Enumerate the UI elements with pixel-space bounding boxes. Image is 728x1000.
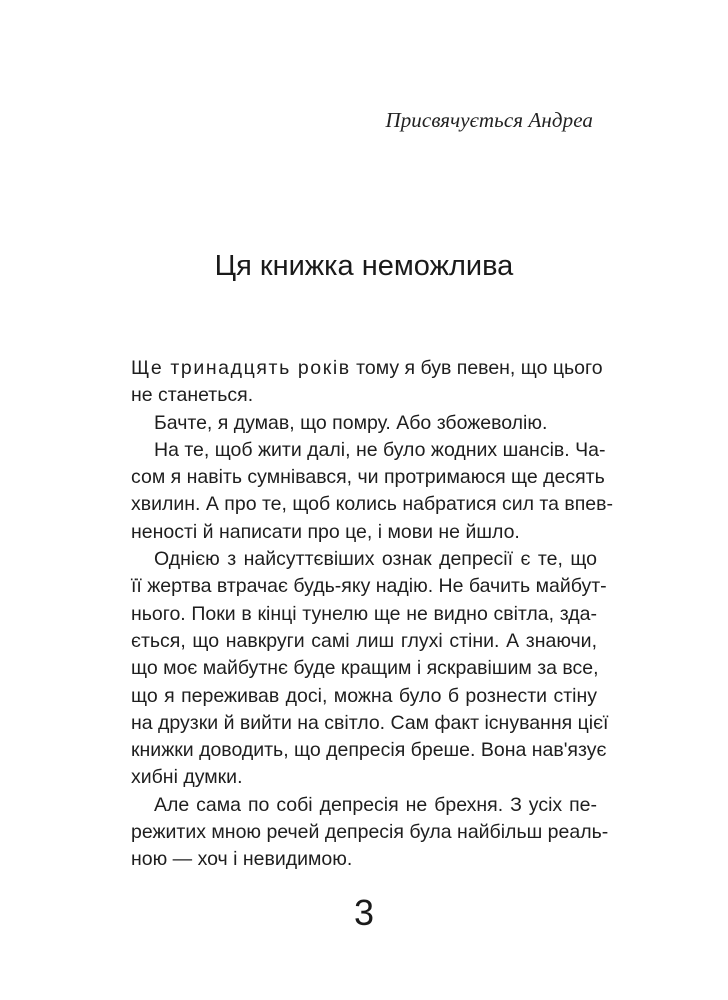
text-line: не станеться. (131, 384, 254, 407)
chapter-title: Ця книжка неможлива (214, 250, 514, 282)
paragraph (131, 792, 609, 874)
text-line: неності й написати про це, і мови не йшло. (131, 520, 520, 543)
page-number: 3 (353, 892, 375, 933)
lead-in-text: Ще тринадцять років (131, 357, 351, 379)
chapter-body (131, 355, 614, 874)
line-text: тому я був певен, що цього (350, 357, 603, 379)
text-line: ється, що навкруги самі лиш глухі стіни. А знаючи, (131, 629, 597, 652)
paragraph (131, 355, 603, 410)
dedication: Присвячується Андреа (385, 108, 593, 132)
paragraph (131, 437, 614, 546)
text-line: хибні думки. (131, 766, 243, 789)
text-line: нього. Поки в кінці тунелю ще не видно світла, зда- (131, 602, 597, 625)
text-line: що я переживав досі, можна було б рознести стіну (131, 684, 597, 707)
text-line: На те, щоб жити далі, не було жодних шансів. Ча- (154, 438, 606, 461)
text-line: Однією з найсуттєвіших ознак депресії є те, що (154, 548, 597, 571)
text-line: ною — хоч і невидимою. (131, 848, 353, 871)
text-line: режитих мною речей депресія була найбільш реаль- (131, 821, 609, 844)
text-line: що моє майбутнє буде кращим і яскравішим за все, (131, 657, 599, 680)
text-line: на друзки й вийти на світло. Сам факт існування цієї (131, 711, 609, 734)
text-line: сом я навіть сумнівався, чи протримаюся ще десять (131, 466, 605, 489)
text-line: книжки доводить, що депресія бреше. Вона нав'язує (131, 739, 607, 762)
text-line: Бачте, я думав, що помру. Або збожеволію. (154, 411, 548, 434)
text-line: Але сама по собі депресія не брехня. З усіх пе- (154, 793, 597, 816)
text-line: хвилин. А про те, щоб колись набратися сил та впев- (131, 493, 614, 516)
paragraph (131, 410, 597, 437)
text-line (131, 355, 603, 382)
text-line: її жертва втрачає будь-яку надію. Не бачить майбут- (131, 575, 607, 598)
paragraph (131, 546, 609, 792)
